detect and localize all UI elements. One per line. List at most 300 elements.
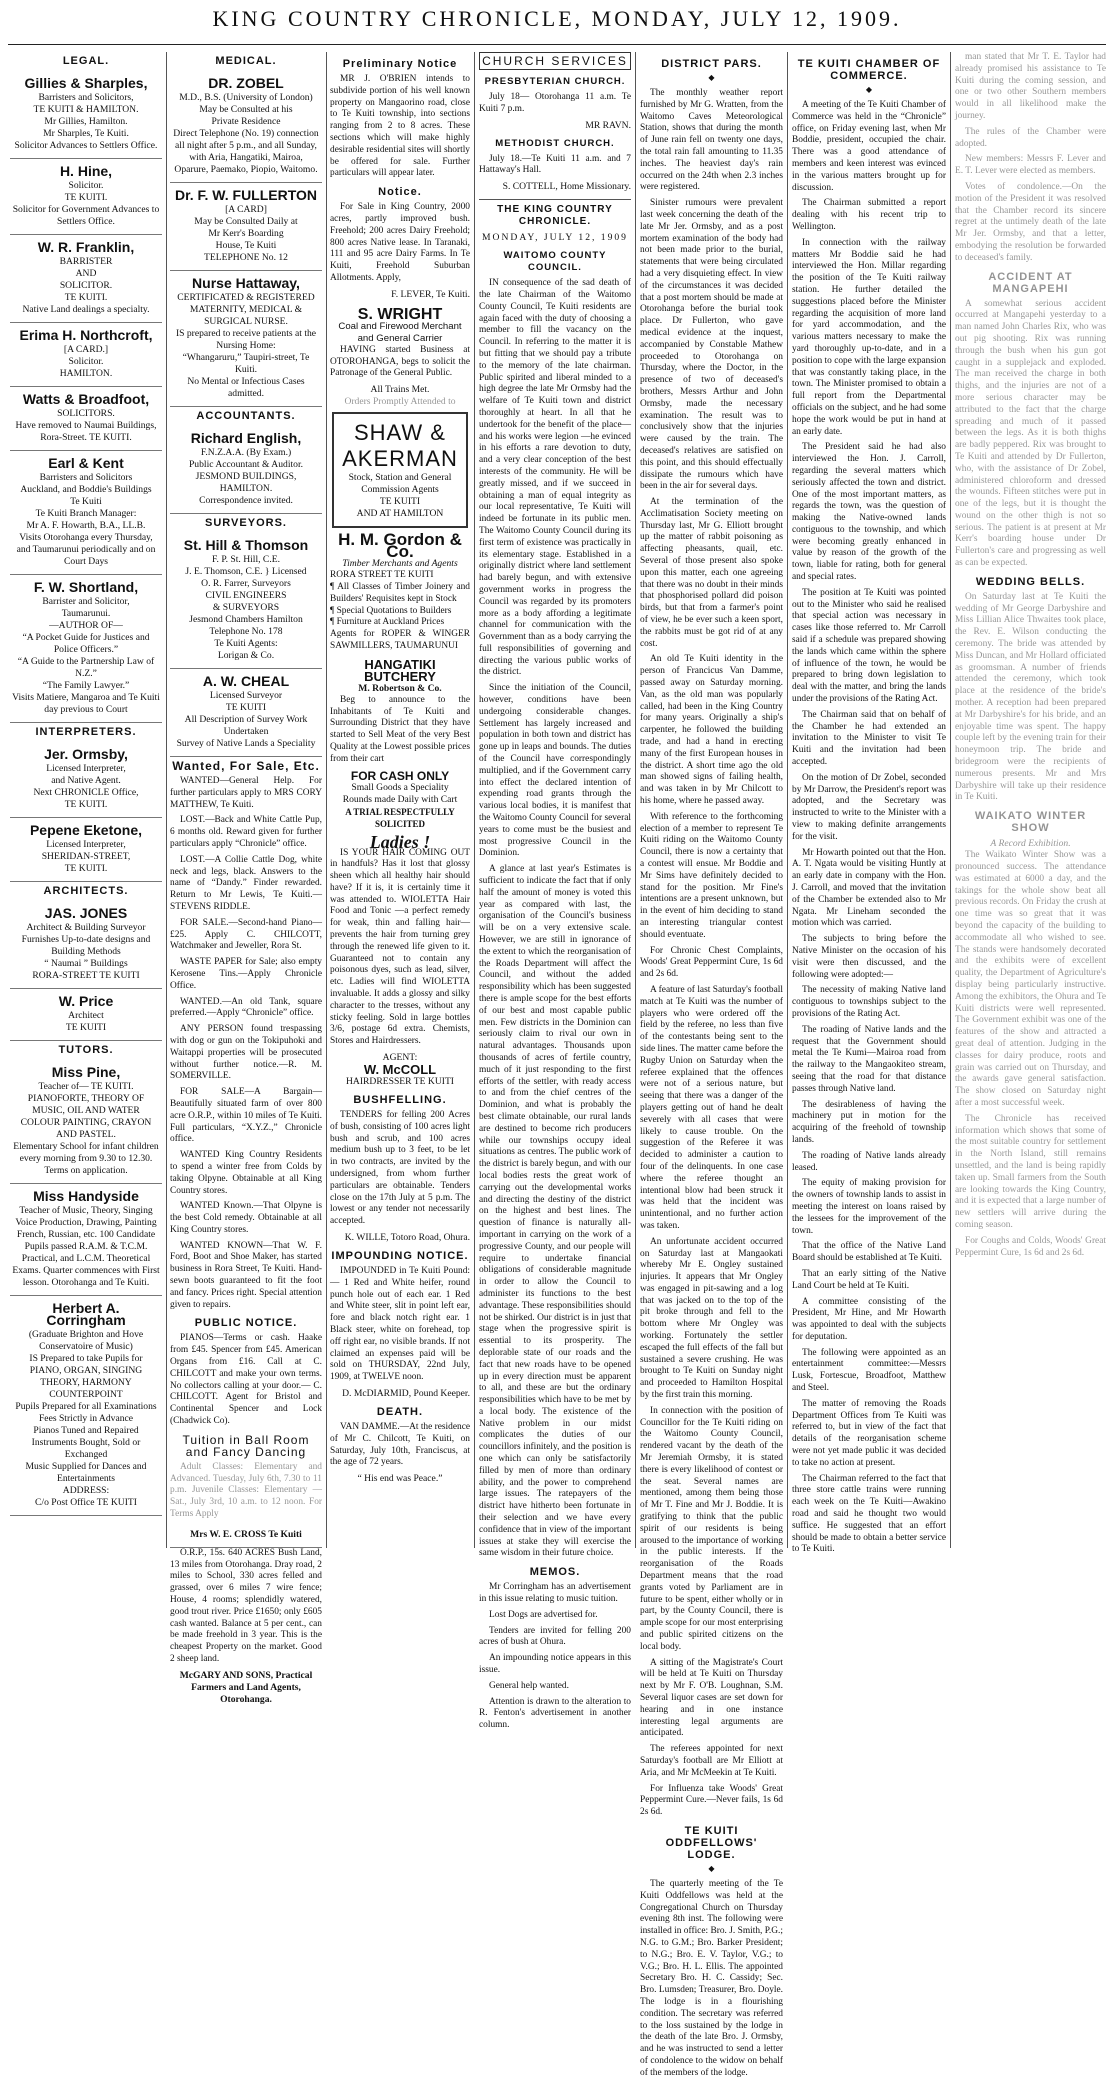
orp-ad: O.R.P., 15s. 640 ACRES Bush Land, 13 miles from Otorohanga. Dray road, 2 miles to School, 330 acres felled and grassed, over 6 miles 7 wire fence; House, 4 rooms; splendidly watered, good trout river. Price £1650; only £605 cash wanted. Balance at 5 per cent., can be made freehold in 3 year. This is the cheapest Property on the market. Good 2 sheep land. (170, 1547, 322, 1664)
bushfelling-body: TENDERS for felling 200 Acres of bush, consisting of 100 acres light bush and scrub, and 100 acres medium bush up to 3 feet, to be let in two contracts, are invited by the undersigned, from whom further particulars are obtainable. Tenders close on the 17th July at 5 p.m. The lowest or any tender not necessarily accepted. (330, 1110, 470, 1227)
column-rule (474, 52, 475, 1548)
death-body: VAN DAMME.—At the residence of Mr C. Chilcott, Te Kuiti, on Saturday, July 10th, Franciscus, at the age of 72 years. (330, 1421, 471, 1468)
ad-line: TE KUITI. (64, 799, 108, 810)
ad-line: Survey of Native Lands a Speciality (176, 738, 316, 749)
district-par: An old Te Kuiti identity in the person of Francicus Van Damme, passed away on Saturday morning. Van, as the old man was popularly called, had been in the King Country for many years. Originally a ship's carpenter, he followed the building trade, and had a hand in erecting many of the first European houses in the district. A short time ago the old man showed signs of failing health, and was taken in by Mr Chilcott to his home, where he passed away. (640, 654, 783, 807)
ad-line: House, Te Kuiti (215, 240, 277, 251)
ad-line: Architect (68, 1010, 104, 1021)
ad-line: O. R. Farrer, Surveyors (201, 578, 291, 589)
ad-line: SOLICITORS. (57, 408, 115, 419)
waikato-body: The Waikato Winter Show was a pronounced success. The attendance was estimated at 6000 a day, and the takings for the whole show beat all previous records. On Friday the crush at one time was so great that it was beyond the capacity of the building to accommodate all who wished to see. The stands were handsomely decorated and the exhibits were of excellent quality, the Department of Agriculture's display being particularly instructive. Among the exhibitors, the Ohura and Te Kuiti districts were well represented. The Government exhibit was one of the features of the show and attracted a great deal of attention. Judging in the classes for dairy produce, roots and grain was carried out on Thursday, and the awards gave general satisfaction. The show closed on Saturday night after a most successful week. (955, 850, 1106, 1108)
ad-block (10, 989, 162, 1041)
section-header-tutors: TUTORS. (58, 1044, 114, 1056)
ad-line: Teacher of— TE KUITI. (38, 1081, 134, 1092)
small-ad: LOST.—A Collie Cattle Dog, white neck and legs, black. Answers to the name of “Dandy.” Finder rewarded. Return to Mr Lewis, Te Kuiti.—STEVENS RIDDLE. (170, 854, 322, 912)
ad-line: TE KUITI (225, 702, 267, 713)
ad-line: Native Land dealings a specialty. (22, 304, 150, 315)
gordon-subtitle: Timber Merchants and Agents (342, 558, 458, 570)
bushfelling-signature: K. WILLE, Totoro Road, Ohura. (344, 1232, 470, 1244)
ad-block (10, 1060, 162, 1184)
article-paragraph: Since the initiation of the Council, however, conditions have been undergoing considerable changes. Settlement has largely increased and population in both town and district has gone up in leaps and bounds. The duties of the Council have correspondingly multiplied, and if the Government carry into effect the declared intention of expending road grants through the various local bodies, it is manifest that the Waitomo County Council for several years to come must be the busiest and most progressive Council in the Dominion. (479, 683, 631, 859)
gordon-line: ¶ Furniture at Auckland Prices (330, 617, 445, 628)
presbyterian-body: July 18— Otorohanga 11 a.m. Te Kuiti 7 p.m. (479, 92, 631, 114)
article-paragraph: For Coughs and Colds, Woods' Great Peppermint Cure, 1s 6d and 2s 6d. (955, 1235, 1106, 1258)
shaw-line: Commission Agents (361, 484, 439, 496)
ad-line: Licensed Interpreter, (46, 839, 126, 850)
death-quote: “ His end was Peace.” (357, 1473, 443, 1485)
small-ad: LOST.—Back and White Cattle Pup, 6 months old. Reward given for further particulars apply “Chronicle” office. (170, 815, 322, 849)
sale-notice-signature: F. LEVER, Te Kuiti. (391, 288, 470, 300)
article-paragraph: A glance at last year's Estimates is sufficient to indicate the fact that if only half the amount of money is voted this year as compared with last, the organisation of the Council's business will be on a very extensive scale. However, we are still in ignorance of the extent to which the reorganisation of the Roads Department will affect the Council, and without the added responsibility which has been suggested there is ample scope for the best efforts of our best and most capable public men. Few districts in the Dominion can seriously claim to rival our own in natural advantages. Thousands upon thousands of acres of fertile country, much of it just responding to the first efforts of the settler, with ready access to and from the chief centres of the Dominion, and what is probably the best climate obtainable, our rural lands are destined to become rich producers while our townships occupy ideal situations as centres. The public work of the district is barely begun, and with our local bodies rests the great work of carrying out the developmental works and directing the destiny of the district on the highest and best lines. The question of finance is naturally all-important in carrying on the work of a progressive County, and our people will require to undertake financial obligations of considerable magnitude in order to allow the Council to administer its functions to the best advantage. These responsibilities should not be shirked. Our district is in just that stage when the progressive spirit is essential to its prosperity. The deplorable state of our roads and the fact that new roads have to be opened up in every direction must be apparent to all, and these are but the ordinary responsibilities which have to be met by a local body. The existence of the Native problem in our midst complicates the duties of our councillors infinitely, and the position is one which can only be satisfactorily filled by men of more than ordinary ability, and the power to comprehend large issues. The ratepayers of the district have hitherto been fortunate in their selection and we have every confidence that in view of the important issues at stake they will exercise the same wisdom in their future choice. (479, 864, 631, 1559)
ad-line: Teacher of Music, Theory, Singing Voice Production, Drawing, Painting French, Russian, etc. 100 Candidate Pupils passed R.A.M. & T.C.M. Practical, and L.C.M. Theoretical Exams. Quarter commences with First lesson. Otorohanga and Te Kuiti. (12, 1205, 160, 1288)
legal-ads (10, 71, 162, 723)
ad-line: Correspondence invited. (199, 495, 293, 506)
ad-name: H. Hine, (59, 163, 113, 179)
ad-line: Taumarunui. (61, 608, 111, 619)
ad-block (170, 426, 322, 514)
masthead-rule (8, 44, 1106, 45)
ad-line: CIVIL ENGINEERS (205, 590, 287, 601)
ad-name: Richard English, (190, 430, 302, 446)
preliminary-notice-body: MR J. O'BRIEN intends to subdivide portion of his well known property on Mangaorino road, close to Te Kuiti township, into sections ranging from 2 to 8 acres. These sections which will make highly desirable residential sites will shortly be offered for sale. Further particulars will appear later. (330, 74, 470, 179)
article-paragraph: The Chairman submitted a report dealing with his recent trip to Wellington. (792, 198, 946, 232)
dancing-body: Adult Classes: Elementary and Advanced. Tuesday, July 6th, 7.30 to 11 p.m. Juvenile Classes: Elementary —Sat., July 3rd, 10 a.m. to 12 noon. For Terms Apply (170, 1461, 322, 1520)
ad-line: Furnishes Up-to-date designs and Building Methods (21, 934, 151, 957)
ad-block (10, 901, 162, 989)
small-ad: WANTED.—An old Tank, square preferred.—Apply “Chronicle” office. (170, 996, 322, 1019)
ad-line: TE KUITI. (64, 192, 108, 203)
ad-line: “Whangaruru,” Taupiri-street, Te Kuiti. (182, 352, 310, 375)
ladies-agent-sub: HAIRDRESSER TE KUITI (345, 1076, 455, 1088)
ad-block (10, 235, 162, 323)
butchery-owner: M. Robertson & Co. (358, 682, 442, 694)
article-paragraph: The matter of removing the Roads Department Offices from Te Kuiti was referred to, but in view of the fact that details of the reorganisation scheme were not yet made public it was decided to take no action at present. (792, 1398, 946, 1468)
memos-title: MEMOS. (529, 1566, 581, 1579)
ad-line: Licensed Interpreter, (46, 763, 126, 774)
ad-line: Barrister and Solicitor, (42, 596, 130, 607)
ad-name: Earl & Kent (48, 455, 124, 471)
shaw-line: AND AT HAMILTON (356, 508, 444, 520)
shaw-akerman-lines (338, 472, 462, 520)
ad-block (10, 323, 162, 387)
small-ad: FOR SALE.—Second-hand Piano—£25. Apply C. CHILCOTT, Watchmaker and Jeweller, Rora St. (170, 917, 322, 952)
ad-block (170, 669, 322, 757)
accident-title: ACCIDENT AT MANGAPEHI (988, 270, 1073, 295)
ladies-agent: AGENT: (382, 1052, 418, 1064)
paper-date: MONDAY, JULY 12, 1909 (482, 232, 628, 244)
ad-line: Rora-Street. TE KUITI. (40, 432, 132, 443)
ad-line: Te Kuiti (70, 496, 102, 507)
district-par: For Chronic Chest Complaints, Woods' Great Peppermint Cure, 1s 6d and 2s 6d. (640, 945, 783, 980)
wright-name: S. WRIGHT (357, 305, 443, 323)
commerce-article (792, 100, 946, 1556)
gordon-name: H. M. Gordon & Co. (338, 530, 462, 562)
ad-name: Miss Handyside (33, 1188, 139, 1204)
memo-item: General help wanted. (489, 1680, 569, 1691)
ad-line: AND (75, 268, 97, 279)
column-rule (950, 52, 951, 1548)
dancing-title: Tuition in Ball Room and Fancy Dancing (182, 1432, 310, 1459)
ad-line: SHERIDAN-STREET, (41, 851, 131, 862)
ad-name: JAS. JONES (44, 905, 128, 921)
district-par: Sinister rumours were prevalent last week concerning the death of the late Mr Jer. Ormsby, and as a post mortem examination of the body had not been made prior to the burial, statements that were being circulated had a very disquieting effect. In view of the circumstances it was decided that a post mortem should be made at Otorohanga before the burial took place. Dr Fullerton, who gave medical evidence at the inquest, accompanied by Constable Mathew proceeded to Otorohanga on Thursday, where the Doctor, in the presence of two of deceased's brothers, Messrs Arthur and John Ormsby, made the necessary examination. The result was to conclusively show that the injuries were caused by the train. The deceased's relatives are satisfied on this point, and this should effectually dissipate the rumours which have been in the air for several days. (640, 198, 783, 492)
ad-line: May be Consulted Daily at (194, 216, 298, 227)
butchery-trial: A TRIAL RESPECTFULLY SOLICITED (345, 806, 455, 829)
medical-ads (170, 71, 322, 407)
ad-name: St. Hill & Thomson (183, 537, 309, 553)
ad-line: J. E. Thomson, C.E. } Licensed (185, 566, 307, 577)
article-paragraph: The desirableness of having the machinery put in motion for the acquiring of the freehold of township lands. (792, 1099, 946, 1145)
council-title: WAITOMO COUNTY COUNCIL. (503, 250, 607, 274)
ad-block (170, 271, 322, 407)
sale-notice-body: For Sale in King Country, 2000 acres, partly improved bush. Freehold; 200 acres Dairy Freehold; 800 acres Native lease. In Taranaki, 111 and 95 acre Dairy Farms. In Te Kuiti, Freehold Suburban Allotments. Apply, (330, 202, 470, 283)
article-paragraph: The Chairman referred to the fact that three store cattle trains were running each week on the Te Kuiti—Awakino road and said he thought two would suffice. He suggested that an effort should be made to obtain a better service to Te Kuiti. (792, 1473, 946, 1555)
column-commerce (792, 52, 946, 1555)
methodist-body: July 18.—Te Kuiti 11 a.m. and 7 Hattaway's Hall. (479, 153, 631, 176)
article-paragraph: The position at Te Kuiti was pointed out to the Minister who said he realised that special action was necessary in cases like those referred to. Mr Carroll said if a schedule was prepared showing the lands which came within the sphere of influence of the town, he would be prepared to bring down legislation to deal with the matter, and bring the lands under the provisions of the Rating Act. (792, 587, 946, 705)
column-church (479, 52, 631, 1731)
ad-name: A. W. CHEAL (202, 673, 290, 689)
impounding-body: IMPOUNDED in Te Kuiti Pound:— 1 Red and White heifer, round punch hole out of each ear. 1 Red and White steer, slit in point left ear, fore and black notch right ear. 1 Black steer, white on forehead, top off right ear, no visible brands. If not claimed an expenses paid will be sold on THURSDAY, 22nd July, 1909, at TWELVE noon. (330, 1266, 470, 1383)
article-paragraph: The President said he had also interviewed the Hon. J. Carroll, regarding the several matters which seriously affected the town and district. One of the most important matters, as regards the town, was the question of making the Native-owned lands contiguous to the township, and which were becoming greatly enhanced in value by reason of the growth of the town, liable for rating, both for general and special rates. (792, 442, 946, 583)
ad-name: F. W. Shortland, (33, 579, 139, 595)
butchery-tail: Small Goods a Speciality (351, 781, 449, 793)
ad-line: Jesmond Chambers Hamilton (189, 614, 303, 625)
butchery-tail-2: Rounds made Daily with Cart (342, 793, 458, 805)
ad-block (10, 575, 162, 723)
wright-body: HAVING started Business at OTOROHANGA, begs to solicit the Patronage of the General Public. (330, 344, 470, 379)
ad-line: TE KUITI (65, 1022, 107, 1033)
column-district (640, 52, 783, 2078)
ad-block (170, 533, 322, 669)
column-legal (10, 52, 162, 1548)
column-notices (330, 52, 470, 1548)
public-notice-body: PIANOS—Terms or cash. Haake from £45. Spencer from £45. American Organs from £16. Call at C. CHILCOTT and make your own terms. No collectors calling at your door.— C. CHILCOTT. Agent for Bristol and Continental Spencer and Lock (Chadwick Co). (170, 1333, 322, 1427)
public-notice-title: PUBLIC NOTICE. (194, 1317, 298, 1330)
ad-line: HAMILTON. (219, 483, 273, 494)
section-header-surveyors: SURVEYORS. (205, 517, 287, 529)
column-rule (635, 52, 636, 1548)
shaw-line: Stock, Station and General (348, 472, 452, 484)
ad-line: Music Supplied for Dances and Entertainments (25, 1461, 147, 1484)
interpreter-ads (10, 742, 162, 882)
article-paragraph: The Chairman said that on behalf of the Chamber he had extended an invitation to the Minister to visit Te Kuiti and the invitation had been accepted. (792, 709, 946, 768)
wright-tail-2: Orders Promptly Attended to (344, 396, 456, 408)
ad-line: Solicitor Advances to Settlers Office. (14, 140, 158, 151)
article-paragraph: The following were appointed as an entertainment committee:—Messrs Lusk, Fortescue, Broadfoot, Matthew and Steel. (792, 1347, 946, 1394)
small-ad: WASTE PAPER for Sale; also empty Kerosene Tins.—Apply Chronicle Office. (170, 957, 322, 991)
ad-line: TE KUITI. (64, 863, 108, 874)
ad-line: Fees Strictly in Advance (38, 1413, 134, 1424)
butchery-body: Beg to announce to the Inhabitants of Te Kuiti and Surrounding District that they have started to Sell Meat of the very Best Quality at the Lowest possible prices from their cart (330, 694, 470, 764)
article-paragraph: Votes of condolence.—On the motion of the President it was resolved that the Chamber record its sincere regret at the untimely death of the late Mr Jer. Ormsby, and that a letter, embodying the resolution be forwarded to deceased's family. (955, 181, 1106, 263)
ad-line: Private Residence (211, 116, 281, 127)
ad-line: Licensed Surveyor (209, 690, 283, 701)
ad-line: Visits Matiere, Mangaroa and Te Kuiti day previous to Court (12, 692, 160, 715)
article-paragraph: The necessity of making Native land contiguous to townships subject to the provisions of the Rating Act. (792, 985, 946, 1019)
memo-item: Tenders are invited for felling 200 acres of bush at Ohura. (479, 1625, 631, 1648)
article-paragraph: The roading of Native lands already leased. (792, 1150, 946, 1173)
district-par: In connection with the position of Councillor for the Te Kuiti riding on the Waitomo County Council, rendered vacant by the death of the Mr Jeremiah Ormsby, it is stated there is every likelihood of contest or the seat. Several names are mentioned, among them being those of Mr T. Fine and Mr J. Boddie. It is gratifying to think that the public spirit of our residents is being aroused to the importance of working in the public interests. If the reorganisation of the Roads Department means that the road grants voted by Parliament are in future to be spent, either wholly or in part, by the County Council, there is ample scope for our most enterprising and public spirited citizens on the local body. (640, 1405, 783, 1652)
ad-line: M.D., B.S. (University of London) (179, 92, 313, 103)
presbyterian-signature: MR RAVN. (585, 119, 631, 131)
butchery-cash: FOR CASH ONLY (350, 768, 450, 783)
ad-line: Te Kuiti Branch Manager: (35, 508, 137, 519)
article-paragraph: That an early sitting of the Native Land Court be held at Te Kuiti. (792, 1268, 946, 1291)
ad-line: C/o Post Office TE KUITI (35, 1497, 137, 1508)
ad-name: Herbert A. Corringham (46, 1300, 126, 1328)
presbyterian-title: PRESBYTERIAN CHURCH. (484, 76, 626, 87)
memo-item: Mr Corringham has an advertisement in this issue relating to music tuition. (479, 1582, 631, 1605)
ad-line: Direct Telephone (No. 19) connection all night after 5 p.m., and all Sunday, with Aria, Hangatiki, Mairoa, Oparure, Paemako, Piopio, Waitomo. (173, 128, 319, 175)
methodist-signature: S. COTTELL, Home Missionary. (502, 181, 631, 193)
ad-line: Barristers and Solicitors, (38, 92, 134, 103)
ad-line: SOLICITOR. (59, 280, 113, 291)
ad-line: Visits Otorohanga every Thursday, and Taumarunui periodically and on Court Days (16, 532, 156, 567)
ornament-icon: ◆ (865, 85, 873, 94)
waikato-subtitle: A Record Exhibition. (990, 838, 1071, 850)
ad-line: F.N.Z.A.A. (By Exam.) (200, 447, 292, 458)
small-ad: WANTED King Country Residents to spend a winter free from Colds by taking Olpyne. Obtainable at all King Country stores. (170, 1150, 322, 1196)
ad-name: Miss Pine, (51, 1064, 121, 1080)
commerce-continued (955, 52, 1106, 265)
ad-line: Terms on application. (44, 1165, 128, 1176)
lodge-body: The quarterly meeting of the Te Kuiti Oddfellows was held at the Congregational Church on Thursday evening 8th inst. The following were installed in office: Bro. J. Smith, P.G.; N.G. to G.M.; Bro. Barker President; to N.G.; Bro. E. V. Taylor, V.G.; to V.G.; Bro. H. L. Ellis. The appointed Secretary Bro. H. C. Cassidy; Sec. Bro. Lumsden; Treasurer, Bro. Doyle. The lodge is in a flourishing condition. The secretary was referred to the loss sustained by the lodge in the death of the late Bro. J. Ormsby, and he was instructed to send a letter of condolence to the widow on behalf of the members of the lodge. (640, 1878, 783, 2078)
masthead: KING COUNTRY CHRONICLE, MONDAY, JULY 12, 1909. (212, 6, 902, 31)
ad-line: May be Consulted at his (199, 104, 293, 115)
column-rule (166, 52, 167, 1548)
ad-line: Mr Gillies, Hamilton. (44, 116, 128, 127)
ad-line: Architect & Building Surveyor (26, 922, 146, 933)
section-header-medical: MEDICAL. (215, 55, 277, 67)
ad-line: & SURVEYORS (212, 602, 280, 613)
district-pars (640, 88, 783, 1819)
ad-name: Pepene Eketone, (29, 822, 143, 838)
ad-line: All Description of Survey Work Undertaken (184, 714, 308, 737)
ad-line: PIANO, ORGAN, SINGING THEORY, HARMONY COUNTERPOINT (29, 1365, 143, 1400)
district-par: The monthly weather report furnished by Mr G. Wratten, from the Waitomo Caves Meteorological Station, shows that during the month of June rain fell on twenty one days, the total rain fall amounting to 11.35 inches. The heaviest day's rain occurred on the 24th when 2.3 inches were registered. (640, 88, 783, 193)
memo-item: Attention is drawn to the alteration to R. Fenton's advertisement in another column. (479, 1696, 631, 1731)
wright-subtitle: Coal and Firewood Merchant and General Carrier (338, 320, 462, 344)
wedding-title: WEDDING BELLS. (975, 575, 1086, 588)
column-news (955, 52, 1106, 1548)
tutor-ads (10, 1060, 162, 1516)
ad-line: Mr Sharples, Te Kuiti. (43, 128, 129, 139)
article-paragraph: New members: Messrs F. Lever and E. T. Lever were elected as members. (955, 154, 1106, 177)
ad-line: [A CARD.] (63, 344, 109, 355)
ad-block (10, 818, 162, 882)
orp-signature: McGARY AND SONS, Practical Farmers and Land Agents, Otorohanga. (179, 1669, 313, 1705)
shaw-line: TE KUITI (379, 496, 421, 508)
ad-name: Gillies & Sharples, (24, 75, 148, 91)
ad-line: “The Family Lawyer.” (42, 680, 130, 691)
ad-line: Solicitor for Government Advances to Settlers Office. (12, 204, 160, 227)
memos-list (479, 1582, 631, 1732)
ad-line: Mr A. F. Howarth, B.A., LL.B. (26, 520, 146, 531)
article-paragraph: Mr Howarth pointed out that the Hon. A. T. Ngata would be visiting Huntly at an early date in company with the Hon. J. Carroll, and moved that the invitation of the Chamber be extended also to Mr Ngata. Mr Lineham seconded the motion which was carried. (792, 847, 946, 929)
section-header-architects: ARCHITECTS. (43, 885, 129, 897)
ad-line: Instruments Bought, Sold or Exchanged (31, 1437, 141, 1460)
memo-item: An impounding notice appears in this issue. (479, 1653, 631, 1676)
section-header-wanted: Wanted, For Sale, Etc. (172, 759, 320, 773)
ad-name: Jer. Ormsby, (44, 746, 128, 762)
ad-block (10, 1296, 162, 1516)
methodist-title: METHODIST CHURCH. (495, 137, 615, 149)
preliminary-notice-title: Preliminary Notice (342, 58, 458, 70)
wedding-body: On Saturday last at Te Kuiti the wedding of Mr George Darbyshire and Miss Lillian Alice Thwaites took place, the Rev. E. Wilson conducting the ceremony. The bride was attended by Miss Duncan, and Mr Hollard officiated as groomsman. A number of friends attended the ceremony, which took place at the residence of the bride's mother. A reception had been prepared at Mr Darbyshire's for his bride, and an enjoyable time was spent. The happy couple left by the evening train for their honeymoon trip. The bride and bridegroom were the recipients of numerous presents. Mr and Mrs Darbyshire will take up their residence in Te Kuiti. (955, 591, 1106, 803)
ad-block (10, 387, 162, 451)
article-paragraph: A committee consisting of the President, Mr Hine, and Mr Howarth was appointed to deal with the subjects for deputation. (792, 1296, 946, 1342)
ad-line: RORA-STREET TE KUITI (32, 970, 140, 981)
butchery-name: HANGATIKI BUTCHERY (364, 656, 436, 684)
section-header-accountants: ACCOUNTANTS. (196, 410, 296, 422)
ad-line: JESMOND BUILDINGS, (195, 471, 297, 482)
gordon-line: RORA STREET TE KUITI (330, 570, 434, 581)
ad-line: CERTIFICATED & REGISTERED (177, 292, 315, 303)
gordon-line: ¶ Special Quotations to Builders (330, 605, 452, 616)
ad-name: Erima H. Northcroft, (19, 327, 153, 343)
accountant-ads (170, 426, 322, 514)
news-tail (955, 1114, 1106, 1260)
article-paragraph: In connection with the railway matters Mr Boddie said he had interviewed the Hon. Millar regarding the position of the Te Kuiti railway station. He further detailed the suggestions placed before the Minister regarding the acquisition of more land for yard accommodation, and the various matters necessary to make the yard thoroughly up-to-date, and in a position to cope with the large expansion that was constantly taking place, in the town. The Minister promised to obtain a full report from the Departmental officials on the subject, and he had some hope the work would be put in hand at an early date. (792, 237, 946, 437)
article-paragraph: IN consequence of the sad death of the late Chairman of the Waitomo County Council, Te Kuiti residents are again faced with the duty of choosing a member to fill the vacancy on the Council. In referring to the matter it is but fitting that we should pay a tribute to the memory of the late chairman. Public spirited and liberal minded to a high degree the late Mr Ormsby had the welfare of Te Kuiti town and district thoroughly at heart. In all that he undertook for the benefit of the place—and his works were legion —he evinced in his efforts a rare devotion to duty, and a very clear conception of the best interests of the community. He will be greatly missed, and if we succeed in obtaining a man of equal integrity as our local representative, Te Kuiti will indeed be fortunate in its public men. The Waitomo County Council during its first term of existence was practically in its elementary stage. Established in a originally district where land settlement had barely begun, and with extensive government works in progress the Council was regarded by its promoters more as a body affording a legitimate channel for communication with the Government than as a body carrying the full responsibilities of governing and directing the various public works of the district. (479, 278, 631, 678)
waikato-title: WAIKATO WINTER SHOW (974, 810, 1087, 835)
district-par: A feature of last Saturday's football match at Te Kuiti was the number of players who were ordered off the field by the referee, no less than five of the contestants being sent to the side lines. The matter came before the Rugby Union on Saturday when the referee explained that the offences were not of a serious nature, but seeing that there was a danger of the players getting out of hand he dealt severely with all cases that were likely to cause trouble. On the suggestion of the Referee it was decided to administer a caution to four of the delinquents. In one case where the referee thought an intentional blow had been struck it was held that the incident was unintentional, and no further action was taken. (640, 984, 783, 1231)
ad-name: Dr. F. W. FULLERTON (174, 187, 318, 203)
article-paragraph: The subjects to bring before the Native Minister on the occasion of his visit were then discussed, and the following were adopted:— (792, 934, 946, 980)
ladies-title: Ladies ! (369, 831, 431, 852)
ad-block (10, 159, 162, 235)
ad-line: IS Prepared to take Pupils for (29, 1353, 143, 1364)
council-article (479, 278, 631, 1560)
shaw-akerman-name: SHAW & AKERMAN (342, 420, 458, 472)
gordon-line: Agents for ROPER & WINGER SAWMILLERS, TAUMARUNUI (330, 629, 470, 651)
ad-line: Telephone No. 178 (209, 626, 283, 637)
ad-name: DR. ZOBEL (208, 75, 284, 91)
section-header-legal: LEGAL. (62, 55, 110, 67)
ad-line: Next CHRONICLE Office, (33, 787, 139, 798)
ad-line: Have removed to Naumai Buildings, (15, 420, 157, 431)
district-par: At the termination of the Acclimatisation Society meeting on Thursday last, Mr G. Elliott brought up the matter of rabbit poisoning as affecting pheasants, quail, etc. Several of those present also spoke upon this matter, each one agreeing that there was no doubt in their minds that phosphorised pollard did poison birds, but that from a farmer's point of view, he be ever such a keen sport, the rabbits must be got rid of at any cost. (640, 497, 783, 649)
column-rule (787, 52, 788, 1548)
ad-line: and Native Agent. (51, 775, 121, 786)
gordon-line: ¶ All Classes of Timber Joinery and Builders' Requisites kept in Stock (330, 581, 470, 604)
ad-line: (Graduate Brighton and Hove Conservatoire of Music) (28, 1329, 144, 1352)
ad-name: W. R. Franklin, (37, 239, 135, 255)
column-medical (170, 52, 322, 1705)
ad-line: “A Guide to the Partnership Law of N.Z.” (17, 656, 155, 679)
impounding-title: IMPOUNDING NOTICE. (331, 1250, 469, 1263)
ad-line: ADDRESS: (62, 1485, 110, 1496)
ad-line: TELEPHONE No. 12 (204, 252, 288, 263)
ad-line: MATERNITY, MEDICAL & SURGICAL NURSE. (189, 304, 303, 327)
ad-block (10, 451, 162, 575)
ladies-agent-name: W. McCOLL (363, 1062, 437, 1078)
ad-line: PIANOFORTE, THEORY OF MUSIC, OIL AND WATER COLOUR PAINTING, CRAYON AND PASTEL. (20, 1093, 152, 1140)
article-paragraph: man stated that Mr T. E. Taylor had already promised his assistance to Te Kuiti during the coming session, and one or two other Southern members would in all likelihood make the journey. (955, 52, 1106, 121)
ad-line: HAMILTON. (59, 368, 113, 379)
ad-line: IS prepared to receive patients at the Nursing Home: (175, 328, 317, 351)
ad-line: Mr Kerr's Boarding (208, 228, 284, 239)
district-par: With reference to the forthcoming election of a member to represent Te Kuiti riding on the Waitomo County Council, there is now a certainty that a contest will ensue. Mr Boddie and Mr Sims have definitely decided to stand for the position. Mr Fine's intentions are a present unknown, but in the event of him deciding to stand an interesting triangular contest should eventuate. (640, 811, 783, 940)
article-paragraph: That the office of the Native Land Board should be established at Te Kuiti. (792, 1241, 946, 1264)
accident-body: A somewhat serious accident occurred at Mangapehi yesterday to a man named John Charles Rix, who was out pig shooting. Rix was running through the bush when his gun got caught in a supplejack and exploded. The man received the charge in both thighs, and the injuries are not of a more serious character may be attributed to the fact that the charge spreading and much of it passed between the legs. As it is both thighs are badly peppered. Rix was brought to Te Kuiti and attended by Dr Fullerton, who, with the assistance of Dr Zobel, administered chloroform and dressed the wounds. Fifteen stitches were put in one of the legs, but it is thought the wound on the other thigh is not so serious. The patient is at present at Mr Kerr's boarding house under Dr Fullerton's care and progressing as well as can be expected. (955, 298, 1106, 569)
small-ad: ANY PERSON found trespassing with dog or gun on the Tokipuhoki and Waitappi properties will be prosecuted without further notice.—R. M. SOMERVILLE. (170, 1024, 322, 1082)
ad-line: —AUTHOR OF— (49, 620, 123, 631)
small-ad: FOR SALE—A Bargain—Beautifully situated farm of over 800 acre O.R.P., within 10 miles of Te Kuiti. Full particulars, “X.Y.Z.,” Chronicle office. (170, 1087, 322, 1145)
church-services-title: CHURCH SERVICES (479, 52, 631, 70)
small-ads (170, 776, 322, 1311)
commerce-title: TE KUITI CHAMBER OF COMMERCE. (797, 58, 941, 82)
ad-line: TE KUITI. (64, 292, 108, 303)
memo-item: Lost Dogs are advertised for. (489, 1609, 598, 1620)
ad-line: Public Accountant & Auditor. (188, 459, 304, 470)
death-title: DEATH. (376, 1405, 424, 1418)
lodge-title: TE KUITI ODDFELLOWS' LODGE. (665, 1824, 758, 1861)
surveyor-ads (170, 533, 322, 757)
column-rule (326, 52, 327, 1548)
article-paragraph: A meeting of the Te Kuiti Chamber of Commerce was held in the “Chronicle” office, on Friday evening last, when Mr Boddie, president, occupied the chair. There was a good attendance of members and keen interest was evinced in the various matters brought up for discussion. (792, 100, 946, 193)
ad-line: Lorigan & Co. (217, 650, 275, 661)
ad-line: Solicitor. (68, 180, 104, 191)
ornament-icon: ◆ (708, 73, 715, 82)
ad-block (10, 742, 162, 818)
ad-block (170, 71, 322, 183)
ad-name: Watts & Broadfoot, (22, 391, 150, 407)
ladies-body: IS YOUR HAIR COMING OUT in handfuls? Has it lost that glossy sheen which all healthy hair should have? If it is, it is certainly time it was attended to. WIOLETTA Hair Food and Tonic —a perfect remedy for weak, thin and falling hair—prevents the hair from turning grey through the renewed life given to it. Guaranteed not to contain any poisonous dyes, such as lead, silver, etc. Ladies will find WIOLETTA invaluable. It adds a glossy and silky character to the tresses, without any sticky feeling. Sold in large bottles 3/6, postage 6d extra. Chemists, Stores and Hairdressers. (330, 847, 470, 1047)
small-ad: WANTED—General Help. For further particulars apply to MRS CORY MATTHEW, Te Kuiti. (170, 776, 322, 810)
article-paragraph: The equity of making provision for the owners of township lands to assist in meeting the interest on loans raised by the lessees for the improvement of the town. (792, 1178, 946, 1236)
ad-line: Barristers and Solicitors (39, 472, 133, 483)
ad-line: Te Kuiti Agents: (214, 638, 278, 649)
ad-block (10, 71, 162, 159)
small-ad: WANTED KNOWN—That W. F. Ford, Boot and Shoe Maker, has started business in Rora Street, Te Kuiti. Hand-sewn boots guaranteed to fit the foot and fancy. Prices right. Special attention given to repairs. (170, 1240, 322, 1310)
ad-block (10, 1184, 162, 1296)
architect-ads (10, 901, 162, 1041)
article-paragraph: On the motion of Dr Zobel, seconded by Mr Darrow, the President's report was adopted, and the Secretary was instructed to write to the Minister with a view to making definite arrangements for the visit. (792, 772, 946, 842)
shaw-akerman-ad (332, 412, 468, 528)
ad-line: Elementary School for infant children every morning from 9.30 to 12.30. (13, 1141, 159, 1164)
ad-line: [A CARD] (225, 204, 267, 215)
ad-line: F. P. St. Hill, C.E. (211, 554, 280, 565)
bushfelling-title: BUSHFELLING. (353, 1094, 447, 1107)
article-paragraph: The roading of Native lands and the request that the Government should metal the Te Kumi—Mairoa road from the railway to the Mangaokiteo stream, seeing that the road for that distance passes through Native land. (792, 1024, 946, 1094)
gordon-lines (330, 570, 470, 653)
ad-line: “ Naumai ” Buildings (44, 958, 128, 969)
ad-name: W. Price (58, 993, 114, 1009)
district-par: An unfortunate accident occurred on Saturday last at Mangaokati whereby Mr E. Ongley sustained injuries. It appears that Mr Ongley was engaged in pit-sawing and a log that was jacked on to the top of the pit broke through and fell to the bottom where Mr Ongley was working. Fortunately the settler escaped the full effects of the fall but sustained a severe crushing. He was brought to Te Kuiti on Sunday night and proceeded to Hamilton Hospital by the first train this morning. (640, 1236, 783, 1401)
ad-line: BARRISTER (59, 256, 113, 267)
wright-tail: All Trains Met. (370, 384, 430, 396)
ad-block (170, 183, 322, 271)
ornament-icon: ◆ (708, 1863, 715, 1873)
ad-line: Solicitor. (68, 356, 104, 367)
ad-line: TE KUITI & HAMILTON. (33, 104, 139, 115)
ad-line: Pupils Prepared for all Examinations (15, 1401, 157, 1412)
impounding-signature: D. McDIARMID, Pound Keeper. (342, 1387, 470, 1399)
district-par: For Influenza take Woods' Great Peppermint Cure.—Never fails, 1s 6d 2s 6d. (640, 1783, 783, 1818)
dancing-signature: Mrs W. E. CROSS Te Kuiti (170, 1525, 322, 1548)
section-header-interpreters: INTERPRETERS. (35, 726, 137, 738)
district-pars-title: DISTRICT PARS. (661, 58, 762, 70)
ad-line: Auckland, and Boddie's Buildings (20, 484, 152, 495)
ad-line: Pianos Tuned and Repaired (33, 1425, 139, 1436)
ad-line: “A Pocket Guide for Justices and Police Officers.” (22, 632, 150, 655)
ad-line: No Mental or Infectious Cases admitted. (187, 376, 305, 399)
small-ad: WANTED Known.—That Olpyne is the best Cold remedy. Obtainable at all King Country stores. (170, 1201, 322, 1235)
sale-notice-title: Notice. (378, 186, 422, 199)
article-paragraph: The Chronicle has received information which shows that some of the most suitable country for settlement in the North Island, still remains unsettled, and the land is being rapidly taken up. Small farmers from the South are looking towards the King Country, and it is expected that a large number of new settlers will arrive during the coming season. (955, 1113, 1106, 1230)
